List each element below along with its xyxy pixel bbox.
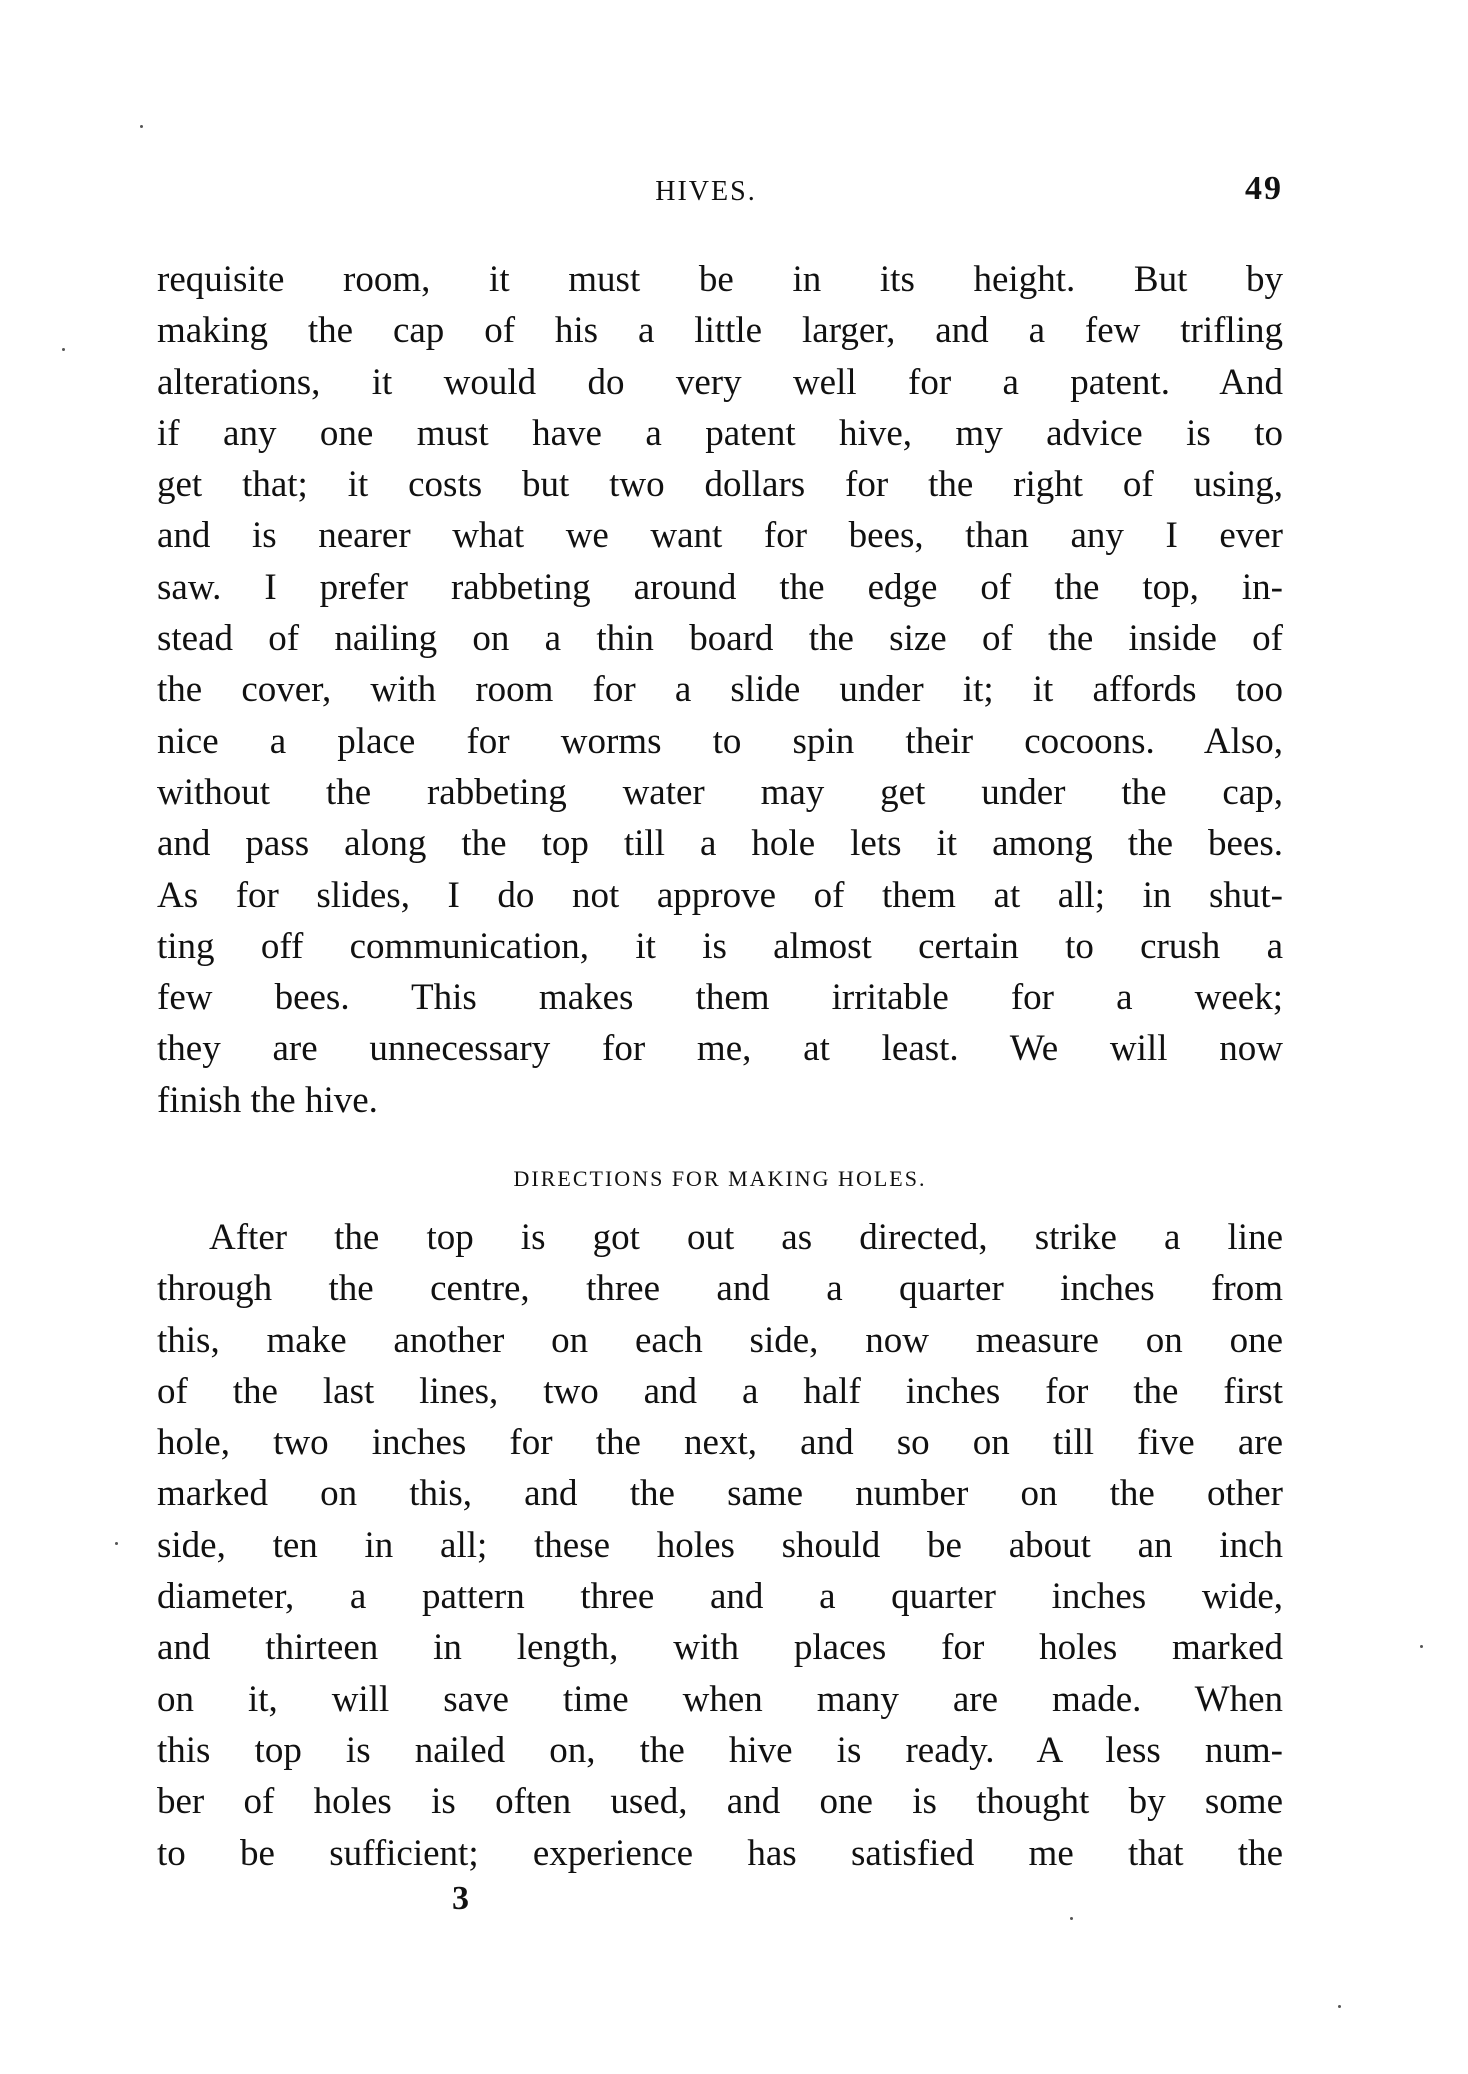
text-line: side, ten in all; these holes should be about an inch bbox=[157, 1524, 1283, 1566]
scan-speck bbox=[1338, 2005, 1341, 2008]
text-line: finish the hive. bbox=[157, 1079, 378, 1121]
text-line: this, make another on each side, now measure on one bbox=[157, 1319, 1283, 1361]
text-line: on it, will save time when many are made. When bbox=[157, 1678, 1283, 1720]
signature-mark: 3 bbox=[452, 1880, 469, 1917]
text-line: and thirteen in length, with places for holes marked bbox=[157, 1627, 1283, 1669]
page-number: 49 bbox=[1245, 170, 1283, 207]
paragraph-2 bbox=[157, 1212, 1283, 1879]
scan-speck bbox=[1420, 1645, 1423, 1648]
text-line: and is nearer what we want for bees, than any I ever bbox=[157, 515, 1283, 557]
text-line: stead of nailing on a thin board the size of the inside of bbox=[157, 618, 1283, 660]
text-line: without the rabbeting water may get under the cap, bbox=[157, 771, 1283, 813]
running-head: HIVES. bbox=[655, 176, 757, 207]
text-line: the cover, with room for a slide under it; it affords too bbox=[157, 669, 1283, 711]
text-line: diameter, a pattern three and a quarter inches wide, bbox=[157, 1576, 1283, 1618]
scan-speck bbox=[1070, 1917, 1073, 1920]
text-line: get that; it costs but two dollars for the right of using, bbox=[157, 464, 1283, 506]
scan-speck bbox=[62, 348, 65, 351]
text-line: this top is nailed on, the hive is ready. A less num- bbox=[157, 1729, 1283, 1771]
text-line: of the last lines, two and a half inches for the first bbox=[157, 1370, 1283, 1412]
paragraph-1 bbox=[157, 254, 1283, 1126]
text-line: making the cap of his a little larger, and a few trifling bbox=[157, 310, 1283, 352]
text-line: through the centre, three and a quarter inches from bbox=[157, 1268, 1283, 1310]
text-line: marked on this, and the same number on the other bbox=[157, 1473, 1283, 1515]
text-line: hole, two inches for the next, and so on till five are bbox=[157, 1422, 1283, 1464]
text-line: nice a place for worms to spin their cocoons. Also, bbox=[157, 720, 1283, 762]
text-line: saw. I prefer rabbeting around the edge of the top, in- bbox=[157, 566, 1283, 608]
text-line: ting off communication, it is almost certain to crush a bbox=[157, 925, 1283, 967]
text-line: if any one must have a patent hive, my advice is to bbox=[157, 412, 1283, 454]
text-line: As for slides, I do not approve of them at all; in shut- bbox=[157, 874, 1283, 916]
text-line: After the top is got out as directed, strike a line bbox=[209, 1217, 1283, 1258]
text-line: requisite room, it must be in its height. But by bbox=[157, 259, 1283, 300]
text-line: to be sufficient; experience has satisfied me that the bbox=[157, 1832, 1283, 1874]
scan-speck bbox=[140, 125, 143, 128]
text-line: alterations, it would do very well for a patent. And bbox=[157, 361, 1283, 403]
text-line: and pass along the top till a hole lets it among the bees. bbox=[157, 823, 1283, 865]
section-heading: DIRECTIONS FOR MAKING HOLES. bbox=[513, 1166, 927, 1191]
text-line: they are unnecessary for me, at least. We will now bbox=[157, 1028, 1283, 1070]
scan-speck bbox=[115, 1542, 118, 1545]
text-line: ber of holes is often used, and one is thought by some bbox=[157, 1781, 1283, 1823]
text-line: few bees. This makes them irritable for a week; bbox=[157, 977, 1283, 1019]
